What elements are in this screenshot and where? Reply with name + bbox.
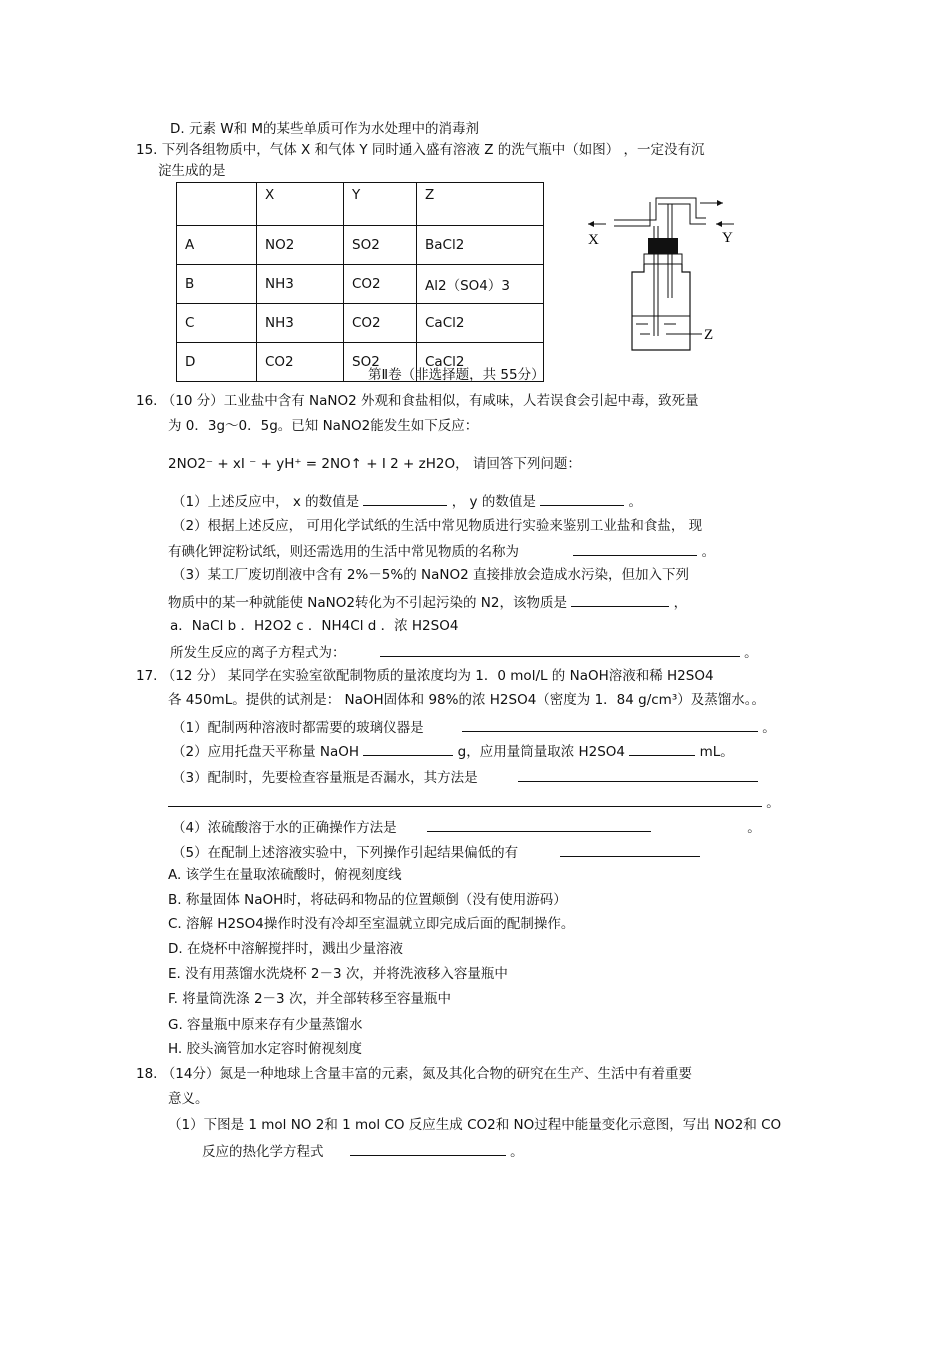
answer-blank-thermochemical-equation[interactable] <box>350 1141 506 1156</box>
q17-part3-cont <box>168 792 780 812</box>
q17-option-c: C. 溶解 H2SO4操作时没有冷却至室温就立即完成后面的配制操作。 <box>168 916 575 932</box>
table-cell: B <box>177 265 257 304</box>
table-cell: NH3 <box>257 265 344 304</box>
table-cell: CaCl2 <box>417 304 544 343</box>
q17-part2-text-acid: g，应用量筒量取浓 H2SO4 <box>457 744 626 760</box>
table-header-row <box>177 183 544 226</box>
answer-blank-acid-volume[interactable] <box>629 741 695 756</box>
q14-option-d: D. 元素 W和 M的某些单质可作为水处理中的消毒剂 <box>170 121 480 137</box>
q15-stem-cont: 淀生成的是 <box>158 163 226 179</box>
q16-part3-comma: ， <box>673 595 688 611</box>
table-cell: Al2（SO4）3 <box>417 265 544 304</box>
q17-part5 <box>172 842 700 862</box>
answer-blank-reagent[interactable] <box>571 592 669 607</box>
answer-blank-leak-check[interactable] <box>518 767 758 782</box>
q17-part4 <box>172 817 761 837</box>
label-y: Y <box>722 230 733 246</box>
q16-part3-text: 物质中的某一种就能使 NaNO2转化为不引起污染的 N2，该物质是 <box>168 595 567 611</box>
q16-part2: （2）根据上述反应， 可用化学试纸的生活中常见物质进行实验来鉴别工业盐和食盐， 现 <box>172 518 703 534</box>
q17-part4-text: （4）浓硫酸溶于水的正确操作方法是 <box>172 820 397 836</box>
q18-stem: 18. （14分）氮是一种地球上含量丰富的元素，氮及其化合物的研究在生产、生活中有着重要 <box>136 1066 692 1082</box>
q16-part1-text-y: ， y 的数值是 <box>451 494 536 510</box>
q18-part1: （1）下图是 1 mol NO 2和 1 mol CO 反应生成 CO2和 NO过程中能量变化示意图，写出 NO2和 CO <box>168 1117 782 1133</box>
q17-part3-text: （3）配制时，先要检查容量瓶是否漏水，其方法是 <box>172 770 478 786</box>
q17-option-b: B. 称量固体 NaOH时，将砝码和物品的位置颠倒（没有使用游码） <box>168 892 567 908</box>
answer-blank-y[interactable] <box>540 491 624 506</box>
q17-stem-cont: 各 450mL。提供的试剂是： NaOH固体和 98%的浓 H2SO4（密度为 1．84 g/cm³）及蒸馏水。。 <box>168 692 765 708</box>
q17-part3 <box>172 767 758 787</box>
answer-blank-low-result[interactable] <box>560 842 700 857</box>
q17-part1-end: 。 <box>762 720 776 736</box>
table-header-cell: X <box>257 183 344 226</box>
q15-options-table <box>176 182 544 382</box>
q16-part3-ionic <box>170 642 758 662</box>
q17-option-f: F. 将量筒洗涤 2－3 次，并全部转移至容量瓶中 <box>168 991 451 1007</box>
q18-part1-text: 反应的热化学方程式 <box>202 1144 324 1160</box>
table-row <box>177 265 544 304</box>
q17-part2-text: （2）应用托盘天平称量 NaOH <box>172 744 360 760</box>
q16-part3-cont <box>168 592 687 612</box>
inlet-tube-inner <box>614 202 650 226</box>
q16-part3-ionic-end: 。 <box>744 645 758 661</box>
answer-blank-substance[interactable] <box>573 541 697 556</box>
x-arrow-head <box>588 221 594 227</box>
table-cell: A <box>177 226 257 265</box>
q17-part3-end: 。 <box>766 795 780 811</box>
table-cell: CO2 <box>257 343 344 382</box>
q16-stem: 16. （10 分）工业盐中含有 NaNO2 外观和食盐相似，有咸味，人若误食会引起中毒，致死量 <box>136 393 699 409</box>
inlet-tube <box>614 198 706 220</box>
table-row <box>177 304 544 343</box>
q16-part1-end: 。 <box>628 494 642 510</box>
section-title: 第Ⅱ卷（非选择题，共 55分） <box>368 367 545 383</box>
q18-part1-end: 。 <box>510 1144 524 1160</box>
q17-part1-text: （1）配制两种溶液时都需要的玻璃仪器是 <box>172 720 424 736</box>
q18-stem-cont: 意义。 <box>168 1091 209 1107</box>
table-cell: BaCl2 <box>417 226 544 265</box>
table-cell: NH3 <box>257 304 344 343</box>
table-cell: CaCl2 <box>417 343 544 382</box>
q16-part3-options: a．NaCl b ．H2O2 c ．NH4Cl d ．浓 H2SO4 <box>170 618 459 634</box>
gas-washing-bottle-diagram <box>578 188 748 358</box>
table-header-cell: Z <box>417 183 544 226</box>
q16-part2-cont <box>168 541 715 561</box>
q16-part2-text: 有碘化钾淀粉试纸，则还需选用的生活中常见物质的名称为 <box>168 544 519 560</box>
table-header-cell <box>177 183 257 226</box>
label-x: X <box>588 232 599 248</box>
q15-stem: 15. 下列各组物质中，气体 X 和气体 Y 同时通入盛有溶液 Z 的洗气瓶中（如图） ，一定没有沉 <box>136 142 705 158</box>
answer-blank-naoh-mass[interactable] <box>363 741 453 756</box>
outlet-arrow-head <box>717 200 723 206</box>
answer-blank-glassware[interactable] <box>462 717 758 732</box>
answer-blank-x[interactable] <box>363 491 447 506</box>
q16-part3-ionic-text: 所发生反应的离子方程式为： <box>170 645 346 661</box>
q17-part5-text: （5）在配制上述溶液实验中，下列操作引起结果偏低的有 <box>172 845 519 861</box>
table-cell: SO2 <box>344 343 417 382</box>
answer-blank-dilution-method[interactable] <box>427 817 651 832</box>
q17-part4-end: 。 <box>747 820 761 836</box>
table-row <box>177 226 544 265</box>
bottle-neck-ring <box>644 254 682 264</box>
q16-part3: （3）某工厂废切削液中含有 2%－5%的 NaNO2 直接排放会造成水污染，但加入下列 <box>172 567 689 583</box>
q17-part2-unit: mL。 <box>699 744 734 760</box>
q16-equation: 2NO2⁻ + xI ⁻ + yH⁺ = 2NO↑ + I 2 + zH2O， 请回答下列问题： <box>168 456 581 472</box>
q17-part1 <box>172 717 776 737</box>
q17-option-a: A. 该学生在量取浓硫酸时，俯视刻度线 <box>168 867 402 883</box>
answer-blank-ionic-equation[interactable] <box>380 642 740 657</box>
q17-option-e: E. 没有用蒸馏水洗烧杯 2－3 次，并将洗液移入容量瓶中 <box>168 966 508 982</box>
bottle <box>632 264 690 350</box>
table-cell: C <box>177 304 257 343</box>
label-z: Z <box>704 327 714 343</box>
table-cell: CO2 <box>344 265 417 304</box>
table-cell: NO2 <box>257 226 344 265</box>
outlet-tube <box>658 204 706 224</box>
table-cell: CO2 <box>344 304 417 343</box>
q17-option-h: H. 胶头滴管加水定容时俯视刻度 <box>168 1041 362 1057</box>
q17-part2 <box>172 741 734 761</box>
table-header-cell: Y <box>344 183 417 226</box>
stopper <box>648 238 678 254</box>
table-cell: D <box>177 343 257 382</box>
q17-option-d: D. 在烧杯中溶解搅拌时，溅出少量溶液 <box>168 941 403 957</box>
answer-blank-leak-check-cont[interactable] <box>168 792 762 807</box>
q16-part2-end: 。 <box>701 544 716 560</box>
q16-part1 <box>172 491 642 511</box>
q18-part1-cont <box>202 1141 524 1161</box>
q16-stem-cont: 为 0．3g～0．5g。已知 NaNO2能发生如下反应： <box>168 418 479 434</box>
q17-option-g: G. 容量瓶中原来存有少量蒸馏水 <box>168 1017 363 1033</box>
q16-part1-text: （1）上述反应中， x 的数值是 <box>172 494 360 510</box>
y-arrow-head <box>716 221 722 227</box>
table-cell: SO2 <box>344 226 417 265</box>
q17-stem: 17. （12 分） 某同学在实验室欲配制物质的量浓度均为 1．0 mol/L 的 NaOH溶液和稀 H2SO4 <box>136 668 714 684</box>
